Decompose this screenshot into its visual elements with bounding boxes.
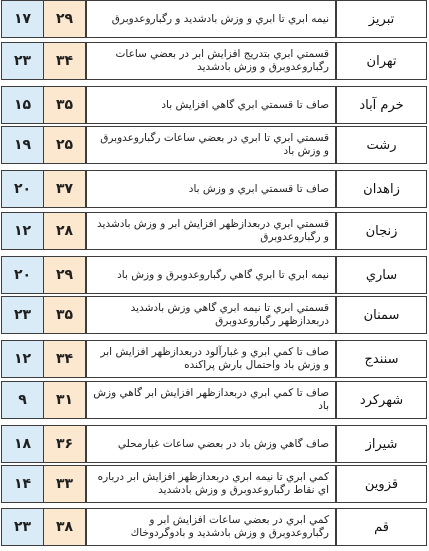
max-temperature-cell: ۲۵ <box>43 126 86 164</box>
city-name-cell: تبريز <box>336 0 427 38</box>
table-row <box>0 0 429 38</box>
weather-description-cell: صاف گاهي وزش باد در بعضي ساعات غبارمحلي <box>86 425 336 463</box>
weather-description-cell: قسمتي ابري بتدريج افزايش ابر در بعضي ساعات رگباروعدوبرق و وزش بادشديد <box>86 42 336 80</box>
max-temperature-cell: ۳۵ <box>43 86 86 124</box>
weather-description-cell: قسمتي ابري تا ابري در بعضي ساعات رگباروعدوبرق و وزش باد <box>86 126 336 164</box>
table-row <box>0 212 429 250</box>
city-name-cell: رشت <box>336 126 427 164</box>
table-row <box>0 86 429 124</box>
min-temperature-cell: ۲۰ <box>1 256 44 294</box>
min-temperature-cell: ۲۳ <box>1 42 44 80</box>
city-name-cell: زاهدان <box>336 170 427 208</box>
min-temperature-cell: ۲۰ <box>1 170 44 208</box>
weather-description-cell: صاف تا قسمتي ابري گاهي افزايش باد <box>86 86 336 124</box>
table-row <box>0 126 429 164</box>
min-temperature-cell: ۱۹ <box>1 126 44 164</box>
table-row <box>0 508 429 546</box>
city-name-cell: تهران <box>336 42 427 80</box>
weather-description-cell: صاف تا كمي ابري و غبارآلود دربعدازظهر افزايش ابر و وزش باد واحتمال بارش پراكنده <box>86 340 336 378</box>
max-temperature-cell: ۳۷ <box>43 170 86 208</box>
max-temperature-cell: ۳۴ <box>43 42 86 80</box>
table-row <box>0 256 429 294</box>
table-row <box>0 425 429 463</box>
min-temperature-cell: ۱۲ <box>1 340 44 378</box>
weather-description-cell: صاف تا كمي ابري دربعدازظهر افزايش ابر گاهي وزش باد <box>86 381 336 419</box>
min-temperature-cell: ۱۵ <box>1 86 44 124</box>
min-temperature-cell: ۲۳ <box>1 296 44 334</box>
weather-description-cell: صاف تا قسمتي ابري و وزش باد <box>86 170 336 208</box>
max-temperature-cell: ۳۴ <box>43 340 86 378</box>
max-temperature-cell: ۳۵ <box>43 296 86 334</box>
max-temperature-cell: ۲۹ <box>43 256 86 294</box>
table-row <box>0 381 429 419</box>
city-name-cell: خرم آباد <box>336 86 427 124</box>
weather-description-cell: قسمتي ابري دربعدازظهر افزايش ابر و وزش بادشديد و رگباروعدوبرق <box>86 212 336 250</box>
city-name-cell: سنندج <box>336 340 427 378</box>
city-name-cell: ساري <box>336 256 427 294</box>
weather-description-cell: قسمتي ابري تا نيمه ابري گاهي وزش بادشديد دربعدازظهر رگباروعدوبرق <box>86 296 336 334</box>
weather-description-cell: كمي ابري تا نيمه ابري دربعدازظهر افزايش ابر درباره اي نقاط رگباروعدوبرق و وزش بادشديد <box>86 465 336 503</box>
max-temperature-cell: ۳۸ <box>43 508 86 546</box>
table-row <box>0 296 429 334</box>
min-temperature-cell: ۱۲ <box>1 212 44 250</box>
city-name-cell: زنجان <box>336 212 427 250</box>
max-temperature-cell: ۲۸ <box>43 212 86 250</box>
city-name-cell: شيراز <box>336 425 427 463</box>
min-temperature-cell: ۱۴ <box>1 465 44 503</box>
min-temperature-cell: ۹ <box>1 381 44 419</box>
weather-description-cell: كمي ابري در بعضي ساعات افزايش ابر و رگباروعدوبرق و وزش بادشديد و بادوگردوخاك <box>86 508 336 546</box>
table-row <box>0 340 429 378</box>
max-temperature-cell: ۳۳ <box>43 465 86 503</box>
city-name-cell: شهركرد <box>336 381 427 419</box>
min-temperature-cell: ۱۷ <box>1 0 44 38</box>
city-name-cell: قم <box>336 508 427 546</box>
weather-description-cell: نيمه ابري تا ابري و وزش بادشديد و رگباروعدوبرق <box>86 0 336 38</box>
city-name-cell: سمنان <box>336 296 427 334</box>
table-row <box>0 465 429 503</box>
table-row <box>0 42 429 80</box>
min-temperature-cell: ۲۳ <box>1 508 44 546</box>
weather-description-cell: نيمه ابري تا ابري گاهي رگباروعدوبرق و وزش باد <box>86 256 336 294</box>
max-temperature-cell: ۳۱ <box>43 381 86 419</box>
max-temperature-cell: ۳۶ <box>43 425 86 463</box>
city-name-cell: قزوين <box>336 465 427 503</box>
min-temperature-cell: ۱۸ <box>1 425 44 463</box>
table-row <box>0 170 429 208</box>
max-temperature-cell: ۲۹ <box>43 0 86 38</box>
